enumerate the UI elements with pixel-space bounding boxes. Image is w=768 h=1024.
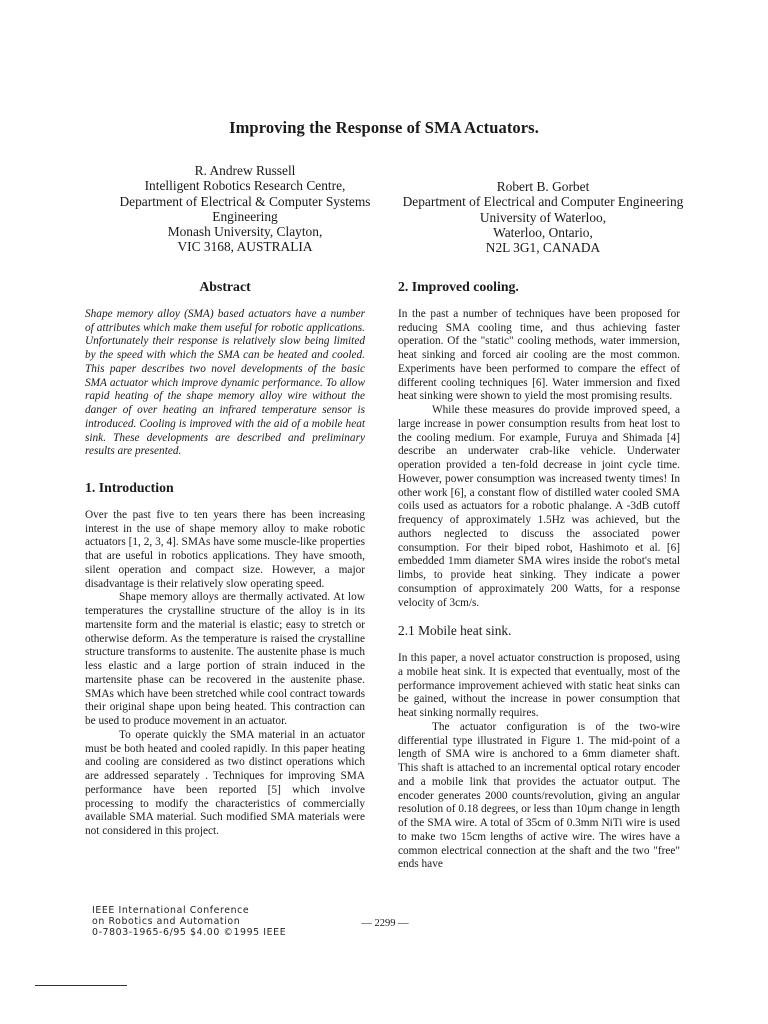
affiliation-line: Department of Electrical & Computer Systems (119, 193, 371, 209)
footer-line: 0-7803-1965-6/95 $4.00 ©1995 IEEE (92, 927, 287, 938)
affiliation-line: VIC 3168, AUSTRALIA (177, 239, 313, 255)
cooling-paragraph: In the past a number of techniques have been proposed for reducing SMA cooling time, and thus achieving faster operation. Of the "static" cooling methods, water immersion, heat sinking and forced air cooling are the most common. Experiments have been performed to compare the effect of different cooling techniques [6]. Water immersion and fixed heat sinking were shown to yield the most promising results. (398, 307, 680, 403)
footer-line: on Robotics and Automation (92, 916, 241, 927)
author-name: Robert B. Gorbet (496, 179, 590, 194)
abstract-heading: Abstract (199, 279, 251, 294)
introduction-paragraph: Shape memory alloys are thermally activated. At low temperatures the crystalline structure of the alloy is in its martensite form and the material is elastic; easy to stretch or otherwise deform. As the temperature is raised the crystalline structure transforms to austenite. The austenite phase is much less elastic and a large portion of strain induced in the martensite phase can be recovered in the austenite phase. SMAs which have been stretched while cool contract towards their original shape upon being heated. This contraction can be used to produce movement in an actuator. (85, 591, 365, 727)
introduction-heading: 1. Introduction (85, 480, 174, 495)
paper-title: Improving the Response of SMA Actuators. (229, 118, 539, 137)
left-column (85, 280, 365, 839)
abstract-text: Shape memory alloy (SMA) based actuators have a number of attributes which make them useful for robotic applications. Unfortunately their response is relatively slow being limited by the speed with which the SMA can be heated and cooled. This paper describes two novel developments of the basic SMA actuator which improve dynamic performance. To allow rapid heating of the shape memory alloy wire without the danger of over heating an infrared temperature sensor is introduced. Cooling is improved with the aid of a mobile heat sink. These developments are described and preliminary results are presented. (85, 307, 365, 458)
affiliation-line: N2L 3G1, CANADA (485, 240, 601, 256)
affiliation-line: Engineering (212, 208, 278, 224)
cooling-heading: 2. Improved cooling. (398, 279, 519, 294)
author-name: R. Andrew Russell (194, 163, 296, 178)
affiliation-line: Waterloo, Ontario, (493, 224, 593, 240)
introduction-paragraph: Over the past five to ten years there has been increasing interest in the use of shape memory alloy to make robotic actuators [1, 2, 3, 4]. SMAs have some muscle-like properties that are useful in robotics applications. They have smooth, silent operation and compact size. However, a major disadvantage is their relatively slow operating speed. (85, 508, 365, 590)
mobile-heat-sink-heading: 2.1 Mobile heat sink. (398, 623, 512, 639)
affiliation-line: Intelligent Robotics Research Centre, (144, 178, 346, 194)
affiliation-line: Monash University, Clayton, (167, 224, 323, 240)
footnote-rule (35, 985, 127, 986)
cooling-paragraph: While these measures do provide improved speed, a large increase in power consumption results from heat lost to the cooling medium. For example, Furuya and Shimada [4] describe an underwater crab-like vehicle. Underwater operation provided a ten-fold decrease in joint cycle time. However, power consumption was increased twenty times! In other work [6], a constant flow of distilled water cooled SMA coils used as actuators for a robotic phalange. A -3dB cutoff frequency of approximately 1.5Hz was achieved, but the authors neglected to discuss the associated power consumption. For their biped robot, Hashimoto et al. [6] embedded 1mm diameter SMA wires inside the robot's metal limbs, to provide heat sinking. They indicate a power consumption of approximately 200 Watts, for a response velocity of 3cm/s. (398, 404, 680, 609)
right-column (398, 280, 680, 872)
introduction-paragraph: To operate quickly the SMA material in an actuator must be both heated and cooled rapidly. In this paper heating and cooling are considered as two distinct operations which are addressed separately . Techniques for improving SMA performance have been reported [5] which involve processing to modify the characteristics of commercially available SMA material. Such modified SMA materials were not considered in this project. (85, 728, 365, 837)
mobile-heat-sink-paragraph: In this paper, a novel actuator construction is proposed, using a mobile heat sink. It is expected that eventually, most of the performance improvement achieved with static heat sinks can be gained, without the increase in power consumption that heat sinking normally requires. (398, 652, 680, 719)
footer-line: IEEE International Conference (92, 905, 250, 916)
affiliation-line: University of Waterloo, (479, 209, 607, 225)
mobile-heat-sink-paragraph: The actuator configuration is of the two-wire differential type illustrated in Figure 1. The mid-point of a length of SMA wire is anchored to a 6mm diameter shaft. This shaft is attached to an incremental optical rotary encoder and a mobile link that provides the actuator output. The encoder generates 2000 counts/revolution, giving an angular resolution of 0.18 degrees, or less than 10µm change in length of the SMA wire. A total of 35cm of 0.3mm NiTi wire is used to make two 15cm lengths of active wire. The wires have a common electrical connection at the shaft and the two "free" ends have (398, 720, 680, 871)
affiliation-line: Department of Electrical and Computer Engineering (402, 194, 684, 210)
author-affiliation-gorbet (393, 179, 693, 255)
conference-footer (92, 905, 352, 938)
page-number: — 2299 — (361, 918, 409, 929)
author-affiliation-russell (95, 163, 395, 255)
